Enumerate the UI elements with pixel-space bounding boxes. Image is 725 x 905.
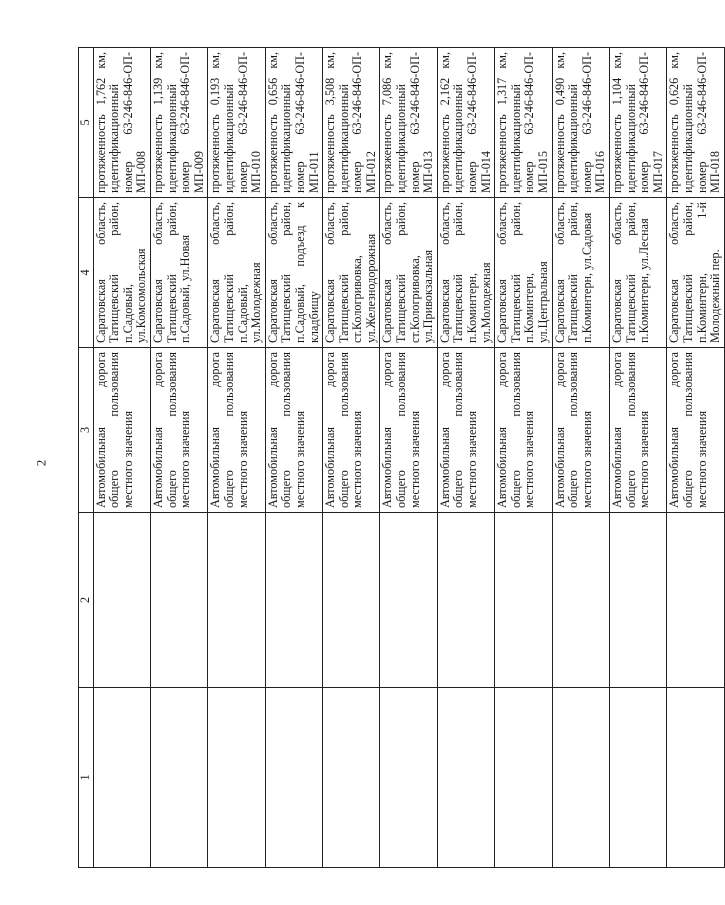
table-row bbox=[552, 48, 609, 868]
row-number-cell bbox=[380, 688, 437, 868]
roads-table bbox=[78, 47, 725, 868]
road-address-cell: Саратовская область, Татищевский район, п.Садовый, подъезд к кладбищу bbox=[265, 198, 322, 348]
road-details-cell: протяженность 0,656 км, идентификационный номер 63-246-846-ОП-МП-011 bbox=[265, 48, 322, 198]
road-name-cell: Автомобильная дорога общего пользования местного значения bbox=[495, 348, 552, 513]
road-details-cell: протяженность 2,162 км, идентификационный номер 63-246-846-ОП-МП-014 bbox=[437, 48, 494, 198]
road-name-cell: Автомобильная дорога общего пользования местного значения bbox=[437, 348, 494, 513]
table-row bbox=[208, 48, 265, 868]
column-header: 2 bbox=[79, 513, 94, 688]
road-details-cell: протяженность 7,086 км, идентификационный номер 63-246-846-ОП-МП-013 bbox=[380, 48, 437, 198]
road-name-cell: Автомобильная дорога общего пользования местного значения bbox=[150, 348, 207, 513]
road-name-cell: Автомобильная дорога общего пользования местного значения bbox=[208, 348, 265, 513]
road-address-cell: Саратовская область, Татищевский район, п.Садовый, ул.Молодежная bbox=[208, 198, 265, 348]
road-address-cell: Саратовская область, Татищевский район, п.Коминтерн, ул.Садовая bbox=[552, 198, 609, 348]
row-number-cell bbox=[667, 688, 724, 868]
table-row bbox=[150, 48, 207, 868]
road-name-cell: Автомобильная дорога общего пользования местного значения bbox=[380, 348, 437, 513]
column-number-row bbox=[79, 48, 94, 868]
empty-cell bbox=[495, 513, 552, 688]
table-row bbox=[380, 48, 437, 868]
table-row bbox=[93, 48, 150, 868]
empty-cell bbox=[667, 513, 724, 688]
road-name-cell: Автомобильная дорога общего пользования местного значения bbox=[552, 348, 609, 513]
table-row bbox=[667, 48, 724, 868]
road-address-cell: Саратовская область, Татищевский район, ст.Кологривовка, ул.Железнодорожная bbox=[323, 198, 380, 348]
empty-cell bbox=[609, 513, 666, 688]
table-row bbox=[495, 48, 552, 868]
road-address-cell: Саратовская область, Татищевский район, п.Коминтерн, ул.Лесная bbox=[609, 198, 666, 348]
road-name-cell: Автомобильная дорога общего пользования местного значения bbox=[265, 348, 322, 513]
road-address-cell: Саратовская область, Татищевский район, ст.Кологривовка, ул.Привокзальная bbox=[380, 198, 437, 348]
column-header: 3 bbox=[79, 348, 94, 513]
road-details-cell: протяженность 3,508 км, идентификационный номер 63-246-846-ОП-МП-012 bbox=[323, 48, 380, 198]
road-details-cell: протяженность 1,104 км, идентификационный номер 63-246-846-ОП-МП-017 bbox=[609, 48, 666, 198]
row-number-cell bbox=[552, 688, 609, 868]
table-row bbox=[323, 48, 380, 868]
road-details-cell: протяженность 1,762 км, идентификационный номер 63-246-846-ОП-МП-008 bbox=[93, 48, 150, 198]
road-details-cell: протяженность 1,139 км, идентификационный номер 63-246-846-ОП-МП-009 bbox=[150, 48, 207, 198]
empty-cell bbox=[93, 513, 150, 688]
row-number-cell bbox=[323, 688, 380, 868]
row-number-cell bbox=[495, 688, 552, 868]
page-number: 2 bbox=[33, 459, 49, 467]
row-number-cell bbox=[93, 688, 150, 868]
row-number-cell bbox=[437, 688, 494, 868]
road-name-cell: Автомобильная дорога общего пользования местного значения bbox=[93, 348, 150, 513]
road-address-cell: Саратовская область, Татищевский район, п.Садовый, ул.Комсомольская bbox=[93, 198, 150, 348]
column-header: 4 bbox=[79, 198, 94, 348]
table-row bbox=[265, 48, 322, 868]
road-address-cell: Саратовская область, Татищевский район, п.Садовый, ул.Новая bbox=[150, 198, 207, 348]
empty-cell bbox=[323, 513, 380, 688]
empty-cell bbox=[208, 513, 265, 688]
table-row bbox=[437, 48, 494, 868]
road-name-cell: Автомобильная дорога общего пользования местного значения bbox=[667, 348, 724, 513]
road-address-cell: Саратовская область, Татищевский район, п.Коминтерн, ул.Молодежная bbox=[437, 198, 494, 348]
road-address-cell: Саратовская область, Татищевский район, п.Коминтерн, ул.Центральная bbox=[495, 198, 552, 348]
road-name-cell: Автомобильная дорога общего пользования местного значения bbox=[323, 348, 380, 513]
empty-cell bbox=[380, 513, 437, 688]
column-header: 1 bbox=[79, 688, 94, 868]
row-number-cell bbox=[150, 688, 207, 868]
row-number-cell bbox=[208, 688, 265, 868]
road-address-cell: Саратовская область, Татищевский район, п.Коминтерн, 1-й Молодежный пер. bbox=[667, 198, 724, 348]
table-row bbox=[609, 48, 666, 868]
road-details-cell: протяженность 0,490 км, идентификационный номер 63-246-846-ОП-МП-016 bbox=[552, 48, 609, 198]
empty-cell bbox=[437, 513, 494, 688]
row-number-cell bbox=[609, 688, 666, 868]
row-number-cell bbox=[265, 688, 322, 868]
column-header: 5 bbox=[79, 48, 94, 198]
empty-cell bbox=[552, 513, 609, 688]
road-name-cell: Автомобильная дорога общего пользования местного значения bbox=[609, 348, 666, 513]
road-details-cell: протяженность 0,193 км, идентификационный номер 63-246-846-ОП-МП-010 bbox=[208, 48, 265, 198]
rotated-table-container bbox=[78, 48, 723, 868]
road-details-cell: протяженность 0,626 км, идентификационный номер 63-246-846-ОП-МП-018 bbox=[667, 48, 724, 198]
empty-cell bbox=[265, 513, 322, 688]
road-details-cell: протяженность 1,317 км, идентификационный номер 63-246-846-ОП-МП-015 bbox=[495, 48, 552, 198]
empty-cell bbox=[150, 513, 207, 688]
